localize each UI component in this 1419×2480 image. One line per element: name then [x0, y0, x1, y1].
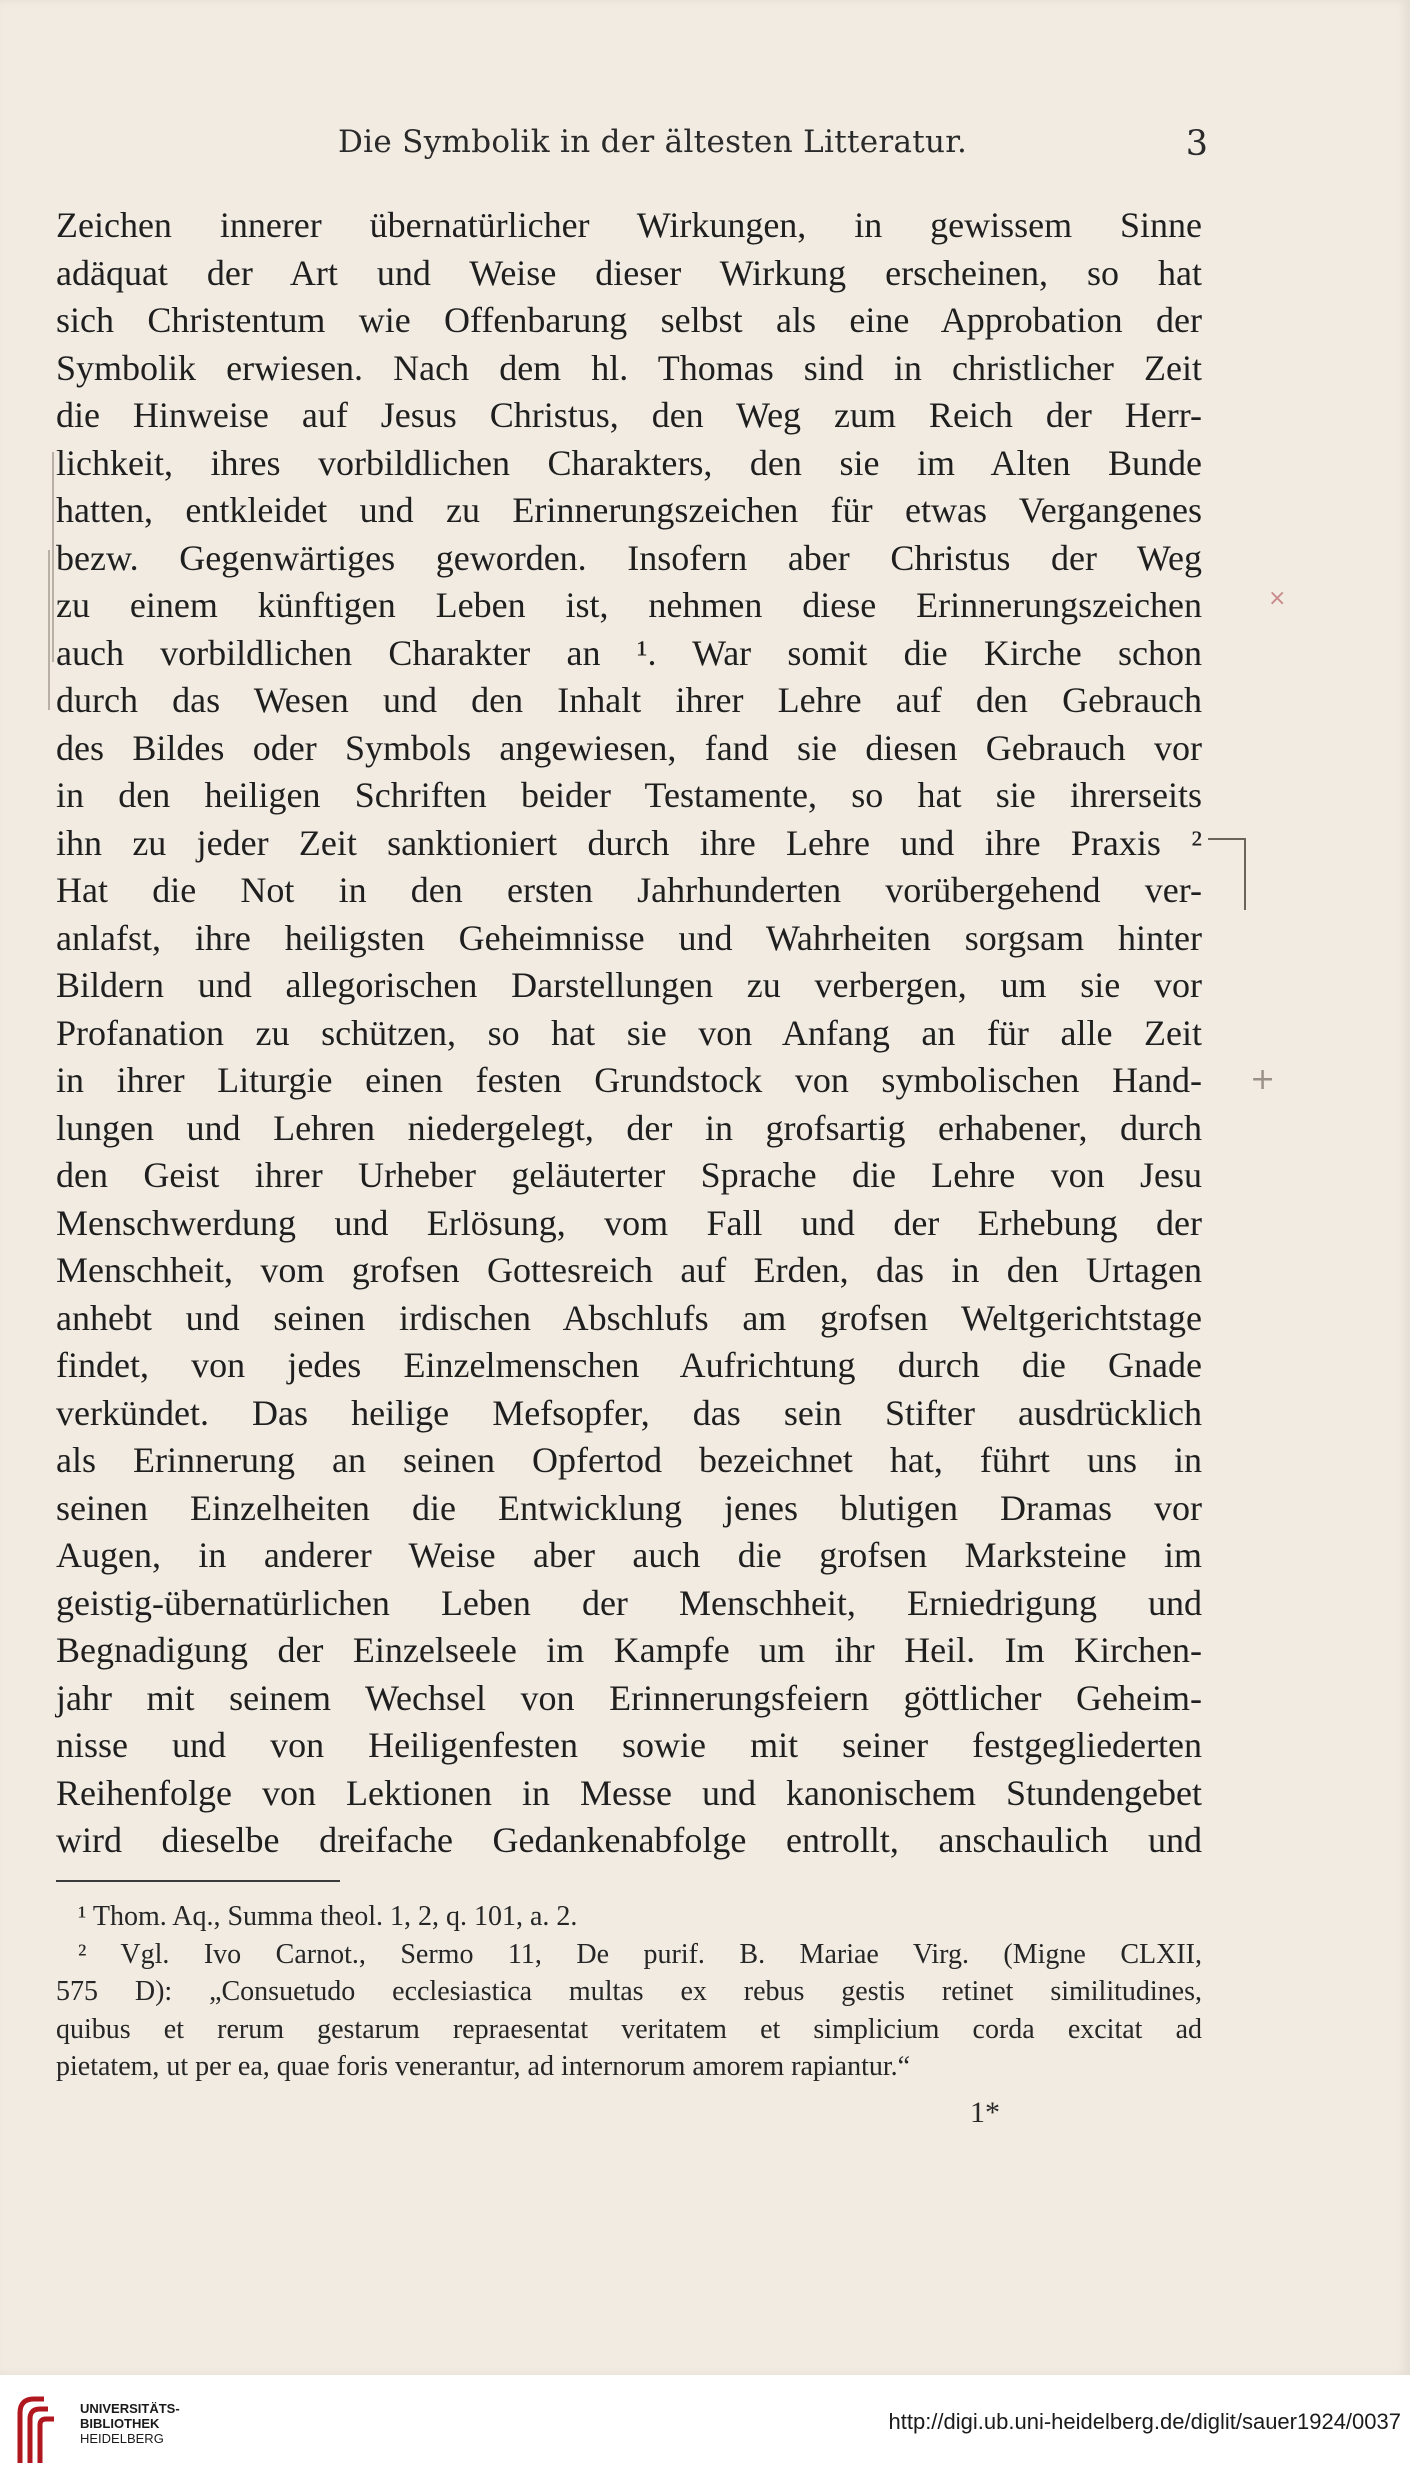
source-url-link[interactable]: http://digi.ub.uni-heidelberg.de/diglit/sauer1924/0037: [888, 2409, 1401, 2434]
gutter-pencil-line: [48, 550, 50, 710]
text-line: des Bildes oder Symbols angewiesen, fand sie diesen Gebrauch vor: [56, 727, 1202, 768]
library-name-line: HEIDELBERG: [80, 2431, 164, 2446]
text-line: Symbolik erwiesen. Nach dem hl. Thomas sind in christlicher Zeit: [56, 347, 1202, 388]
library-name-line: BIBLIOTHEK: [80, 2416, 160, 2431]
text-line: auch vorbildlichen Charakter an ¹. War somit die Kirche schon: [56, 632, 1202, 673]
margin-cross-mark: +: [1250, 1062, 1276, 1097]
footnote-line: quibus et rerum gestarum repraesentat veritatem et simplicium corda excitat ad: [56, 2013, 1202, 2045]
text-line: verkündet. Das heilige Mefsopfer, das sein Stifter ausdrücklich: [56, 1392, 1202, 1433]
margin-cross-mark: ×: [1268, 586, 1287, 611]
text-line: anlafst, ihre heiligsten Geheimnisse und Wahrheiten sorgsam hinter: [56, 917, 1202, 958]
text-line: jahr mit seinem Wechsel von Erinnerungsfeiern göttlicher Geheim-: [56, 1677, 1202, 1718]
footnote-line: 575 D): „Consuetudo ecclesiastica multas ex rebus gestis retinet similitudines,: [56, 1976, 1202, 2007]
gutter-pencil-line: [52, 452, 54, 662]
footer-bar: [0, 2375, 1419, 2480]
text-line: Begnadigung der Einzelseele im Kampfe um ihr Heil. Im Kirchen-: [56, 1630, 1202, 1670]
margin-bracket-mark: [1208, 838, 1246, 910]
signature-mark: 1*: [970, 2096, 1000, 2129]
main-text: [56, 202, 1202, 1865]
text-line: in den heiligen Schriften beider Testamente, so hat sie ihrerseits: [56, 775, 1202, 815]
running-title: Die Symbolik in der ältesten Litteratur.: [338, 124, 968, 160]
text-line: anhebt und seinen irdischen Abschlufs am grofsen Weltgerichtstage: [56, 1297, 1202, 1338]
text-line: in ihrer Liturgie einen festen Grundstock von symbolischen Hand-: [56, 1060, 1202, 1100]
text-line: lichkeit, ihres vorbildlichen Charakters, den sie im Alten Bunde: [56, 442, 1202, 483]
text-line: zu einem künftigen Leben ist, nehmen diese Erinnerungszeichen: [56, 585, 1202, 625]
library-logo-icon: [14, 2393, 72, 2465]
text-line: Menschwerdung und Erlösung, vom Fall und der Erhebung der: [56, 1202, 1202, 1243]
text-line: seinen Einzelheiten die Entwicklung jenes blutigen Dramas vor: [56, 1487, 1202, 1528]
text-line: Zeichen innerer übernatürlicher Wirkungen, in gewissem Sinne: [56, 205, 1202, 245]
text-line: ihn zu jeder Zeit sanktioniert durch ihre Lehre und ihre Praxis ²: [56, 822, 1202, 863]
library-name: [80, 2401, 180, 2446]
text-line: Hat die Not in den ersten Jahrhunderten vorübergehend ver-: [56, 870, 1202, 910]
text-line: bezw. Gegenwärtiges geworden. Insofern aber Christus der Weg: [56, 537, 1202, 578]
footnote-line: ¹ Thom. Aq., Summa theol. 1, 2, q. 101, a. 2.: [78, 1901, 578, 1932]
footnote-line: pietatem, ut per ea, quae foris venerantur, ad internorum amorem rapiantur.“: [56, 2051, 911, 2082]
text-line: durch das Wesen und den Inhalt ihrer Lehre auf den Gebrauch: [56, 680, 1202, 720]
text-line: Profanation zu schützen, so hat sie von Anfang an für alle Zeit: [56, 1012, 1202, 1053]
library-name-line: UNIVERSITÄTS-: [80, 2401, 180, 2416]
text-line: Bildern und allegorischen Darstellungen zu verbergen, um sie vor: [56, 965, 1202, 1005]
text-line: adäquat der Art und Weise dieser Wirkung erscheinen, so hat: [56, 252, 1202, 293]
footnote-line: ² Vgl. Ivo Carnot., Sermo 11, De purif. B. Mariae Virg. (Migne CLXII,: [78, 1938, 1202, 1970]
footnote-rule: [56, 1880, 340, 1882]
text-line: findet, von jedes Einzelmenschen Aufrichtung durch die Gnade: [56, 1345, 1202, 1385]
page-number: 3: [1185, 124, 1208, 164]
footnotes: [56, 1898, 1202, 2086]
text-line: lungen und Lehren niedergelegt, der in grofsartig erhabener, durch: [56, 1107, 1202, 1148]
text-line: hatten, entkleidet und zu Erinnerungszeichen für etwas Vergangenes: [56, 490, 1202, 530]
text-line: Augen, in anderer Weise aber auch die grofsen Marksteine im: [56, 1535, 1202, 1575]
running-header: [58, 124, 1208, 174]
text-line: sich Christentum wie Offenbarung selbst als eine Approbation der: [56, 300, 1202, 340]
text-line: wird dieselbe dreifache Gedankenabfolge entrollt, anschaulich und: [56, 1820, 1202, 1860]
text-line: Menschheit, vom grofsen Gottesreich auf Erden, das in den Urtagen: [56, 1250, 1202, 1290]
text-line: den Geist ihrer Urheber geläuterter Sprache die Lehre von Jesu: [56, 1155, 1202, 1195]
text-line: die Hinweise auf Jesus Christus, den Weg zum Reich der Herr-: [56, 395, 1202, 435]
text-line: Reihenfolge von Lektionen in Messe und kanonischem Stundengebet: [56, 1772, 1202, 1813]
text-line: als Erinnerung an seinen Opfertod bezeichnet hat, führt uns in: [56, 1440, 1202, 1480]
text-line: nisse und von Heiligenfesten sowie mit seiner festgegliederten: [56, 1725, 1202, 1765]
text-line: geistig-übernatürlichen Leben der Menschheit, Erniedrigung und: [56, 1582, 1202, 1623]
